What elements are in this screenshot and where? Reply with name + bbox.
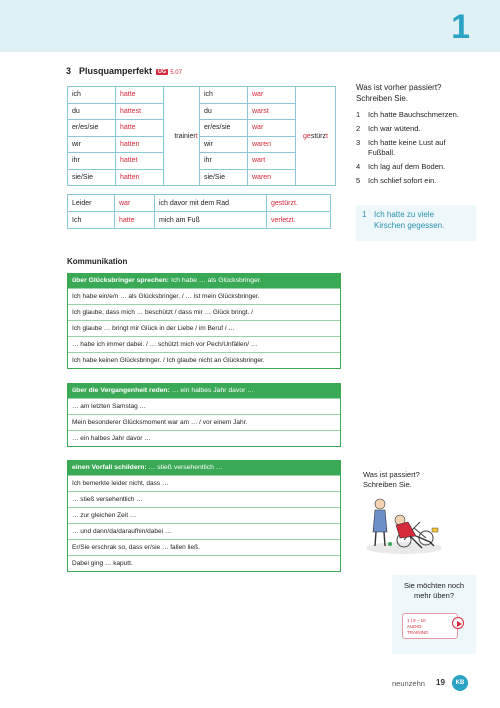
item-number: 5 bbox=[356, 176, 361, 185]
verb-cell: war bbox=[248, 120, 296, 137]
phrase-box-header bbox=[68, 274, 340, 288]
list-item bbox=[356, 138, 476, 158]
list-item bbox=[356, 176, 476, 186]
verb-cell: hatte bbox=[116, 120, 164, 137]
side-exercise-heading bbox=[356, 82, 476, 104]
phrase-row: Ich habe ein/e/n … als Glücksbringer. / … ist mein Glücksbringer. bbox=[68, 288, 340, 304]
audio-label-line: TRAINING bbox=[407, 630, 429, 635]
table-row bbox=[68, 195, 331, 212]
pronoun-cell: ich bbox=[200, 87, 248, 104]
phrase-box-vorfall bbox=[67, 460, 341, 572]
item-text: Ich lag auf dem Boden. bbox=[368, 162, 446, 171]
participle-stem: stürz bbox=[310, 132, 326, 140]
phrase-box-header bbox=[68, 461, 340, 475]
pronoun-cell: du bbox=[68, 103, 116, 120]
header-bold: über Glücksbringer sprechen: bbox=[72, 277, 170, 284]
accident-illustration bbox=[360, 492, 448, 556]
phrase-row: … zur gleichen Zeit … bbox=[68, 507, 340, 523]
phrase-row: … ein halbes Jahr davor … bbox=[68, 430, 340, 446]
pronoun-cell: du bbox=[200, 103, 248, 120]
phrase-row: Ich glaube … bringt mir Glück in der Liebe / im Beruf / … bbox=[68, 320, 340, 336]
answer-number: 1 bbox=[362, 210, 367, 219]
phrase-row: Dabei ging … kaputt. bbox=[68, 555, 340, 571]
audio-track-range: 1 | 8 – 10 bbox=[407, 618, 426, 623]
ug-reference[interactable]: 5.07 bbox=[170, 70, 182, 76]
pronoun-cell: wir bbox=[68, 136, 116, 153]
practice-title bbox=[392, 581, 476, 601]
participle-ending: t bbox=[195, 132, 198, 140]
example-cell: ich davor mit dem Rad bbox=[155, 195, 267, 212]
answer-text: Ich hatte zu viele Kirschen gegessen. bbox=[374, 210, 445, 230]
verb-cell: warst bbox=[248, 103, 296, 120]
example-verb: war bbox=[115, 195, 155, 212]
verb-cell: war bbox=[248, 87, 296, 104]
verb-cell: hattet bbox=[116, 153, 164, 170]
participle-cell bbox=[296, 87, 336, 186]
section-title bbox=[66, 66, 182, 76]
verb-cell: hattest bbox=[116, 103, 164, 120]
illustration-prompt bbox=[363, 470, 420, 490]
practice-line: mehr üben? bbox=[413, 591, 455, 600]
verb-cell: hatten bbox=[116, 169, 164, 186]
phrase-row: Ich habe keinen Glücksbringer. / Ich glaube nicht an Glücksbringer. bbox=[68, 352, 340, 368]
list-item bbox=[356, 124, 476, 134]
top-band bbox=[0, 0, 500, 52]
example-participle: verletzt. bbox=[267, 212, 331, 229]
list-item bbox=[356, 162, 476, 172]
ug-badge[interactable]: ÜG bbox=[158, 69, 167, 75]
chapter-number: 1 bbox=[451, 8, 470, 46]
side-exercise bbox=[356, 82, 476, 210]
participle-prefix: ge bbox=[303, 132, 311, 140]
pronoun-cell: wir bbox=[200, 136, 248, 153]
example-participle: gestürzt. bbox=[267, 195, 331, 212]
pronoun-cell: ihr bbox=[68, 153, 116, 170]
verb-cell: waren bbox=[248, 136, 296, 153]
practice-line: Sie möchten noch bbox=[403, 581, 465, 590]
audio-training-button[interactable] bbox=[402, 613, 458, 639]
phrase-row: Er/Sie erschrak so, dass er/sie … fallen ließ. bbox=[68, 539, 340, 555]
heading-line: Schreiben Sie. bbox=[356, 94, 409, 103]
item-number: 1 bbox=[356, 110, 361, 119]
pronoun-cell: ihr bbox=[200, 153, 248, 170]
header-rest: Ich habe … als Glücksbringer. bbox=[169, 277, 262, 284]
example-verb: hatte bbox=[115, 212, 155, 229]
phrase-box-gluecksbringer bbox=[67, 273, 341, 369]
kommunikation-title: Kommunikation bbox=[67, 257, 128, 266]
verb-cell: waren bbox=[248, 169, 296, 186]
phrase-row: … stieß versehentlich … bbox=[68, 491, 340, 507]
phrase-row: … und dann/da/daraufhin/dabei … bbox=[68, 523, 340, 539]
verb-cell: hatten bbox=[116, 136, 164, 153]
phrase-box-vergangenheit bbox=[67, 383, 341, 447]
header-rest: … stieß versehentlich … bbox=[146, 464, 223, 471]
item-number: 3 bbox=[356, 138, 361, 147]
item-number: 2 bbox=[356, 124, 361, 133]
phrase-row: Mein besonderer Glücksmoment war am … / vor einem Jahr. bbox=[68, 414, 340, 430]
header-bold: einen Vorfall schildern: bbox=[72, 464, 147, 471]
pronoun-cell: sie/Sie bbox=[200, 169, 248, 186]
example-table bbox=[67, 194, 331, 229]
list-item bbox=[356, 110, 476, 120]
prompt-line: Was ist passiert? bbox=[363, 470, 420, 479]
page-number: 19 bbox=[436, 678, 445, 687]
table-row bbox=[68, 212, 331, 229]
example-cell: Ich bbox=[68, 212, 115, 229]
item-text: Ich hatte keine Lust auf Fußball. bbox=[368, 138, 446, 157]
section-number: 3 bbox=[66, 66, 72, 76]
pronoun-cell: er/es/sie bbox=[200, 120, 248, 137]
verb-cell: hatte bbox=[116, 87, 164, 104]
phrase-row: … habe ich immer dabei. / … schützt mich vor Pech/Unfällen/ … bbox=[68, 336, 340, 352]
audio-label bbox=[407, 624, 429, 636]
item-text: Ich schlief sofort ein. bbox=[368, 176, 437, 185]
side-exercise-list bbox=[356, 110, 476, 186]
phrase-row: … am letzten Samstag … bbox=[68, 398, 340, 414]
conjugation-table-sein bbox=[199, 86, 336, 186]
item-text: Ich war wütend. bbox=[368, 124, 421, 133]
example-cell: Leider bbox=[68, 195, 115, 212]
kb-badge: KB bbox=[452, 675, 468, 691]
pronoun-cell: sie/Sie bbox=[68, 169, 116, 186]
pronoun-cell: ich bbox=[68, 87, 116, 104]
phrase-box-header bbox=[68, 384, 340, 398]
participle-stem: trainier bbox=[174, 132, 196, 140]
page-number-word: neunzehn bbox=[392, 679, 425, 688]
example-cell: mich am Fuß bbox=[155, 212, 267, 229]
header-bold: über die Vergangenheit reden: bbox=[72, 387, 170, 394]
conjugation-table-haben bbox=[67, 86, 209, 186]
example-answer-box bbox=[356, 205, 476, 241]
item-number: 4 bbox=[356, 162, 361, 171]
pronoun-cell: er/es/sie bbox=[68, 120, 116, 137]
header-rest: … ein halbes Jahr davor … bbox=[169, 387, 255, 394]
play-icon[interactable] bbox=[452, 617, 464, 629]
phrase-row: Ich glaube, dass mich … beschützt / dass mir … Glück bringt. / bbox=[68, 304, 340, 320]
phrase-row: Ich bemerkte leider nicht, dass … bbox=[68, 475, 340, 491]
prompt-line: Schreiben Sie. bbox=[363, 480, 412, 489]
verb-cell: wart bbox=[248, 153, 296, 170]
section-title-text: Plusquamperfekt bbox=[79, 66, 153, 76]
item-text: Ich hatte Bauchschmerzen. bbox=[368, 110, 459, 119]
participle-ending: t bbox=[326, 132, 328, 140]
audio-label-line: AUDIO- bbox=[407, 624, 423, 629]
practice-box bbox=[392, 575, 476, 654]
heading-line: Was ist vorher passiert? bbox=[356, 83, 442, 92]
